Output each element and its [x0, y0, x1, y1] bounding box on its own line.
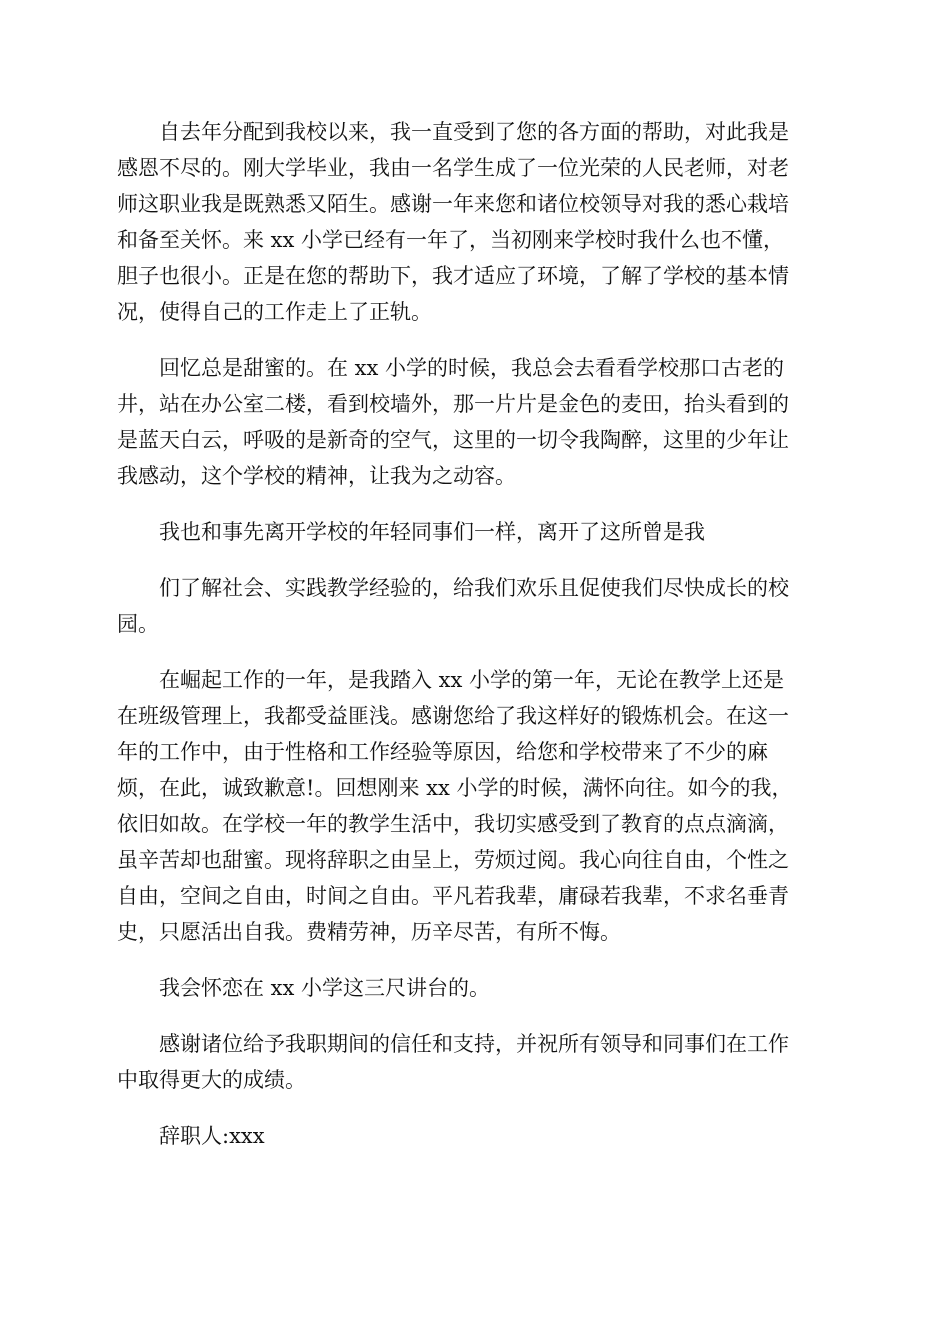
text-line: 在崛起工作的一年，是我踏入 xx 小学的第一年，无论在教学上还是 — [159, 668, 785, 692]
letter-body — [117, 114, 835, 1154]
text-line: 史，只愿活出自我。费精劳神，历辛尽苦，有所不悔。 — [117, 920, 621, 944]
text-line: 年的工作中，由于性格和工作经验等原因，给您和学校带来了不少的麻 — [117, 740, 768, 764]
text-line: 在班级管理上，我都受益匪浅。感谢您给了我这样好的锻炼机会。在这一 — [117, 704, 789, 728]
text-line: 中取得更大的成绩。 — [117, 1068, 306, 1092]
text-line: 感谢诸位给予我职期间的信任和支持，并祝所有领导和同事们在工作 — [159, 1032, 789, 1056]
text-line: 们了解社会、实践教学经验的，给我们欢乐且促使我们尽快成长的校 — [159, 576, 789, 600]
text-line: 我会怀恋在 xx 小学这三尺讲台的。 — [159, 976, 491, 1000]
paragraph-3 — [117, 514, 835, 550]
text-line: 感恩不尽的。刚大学毕业，我由一名学生成了一位光荣的人民老师，对老 — [117, 156, 789, 180]
text-line: 师这职业我是既熟悉又陌生。感谢一年来您和诸位校领导对我的悉心栽培 — [117, 192, 789, 216]
paragraph-4 — [117, 570, 835, 642]
paragraph-1 — [117, 114, 835, 330]
paragraph-7 — [117, 1026, 835, 1098]
text-line: 我感动，这个学校的精神，让我为之动容。 — [117, 464, 516, 488]
paragraph-2 — [117, 350, 835, 494]
text-line: 自由，空间之自由，时间之自由。平凡若我辈，庸碌若我辈，不求名垂青 — [117, 884, 789, 908]
paragraph-6 — [117, 970, 835, 1006]
text-line: 我也和事先离开学校的年轻同事们一样，离开了这所曾是我 — [159, 520, 705, 544]
text-line: 回忆总是甜蜜的。在 xx 小学的时候，我总会去看看学校那口古老的 — [159, 356, 785, 380]
text-line: 园。 — [117, 612, 159, 636]
signature-text: 辞职人:xxx — [159, 1124, 265, 1148]
text-line: 烦，在此，诚致歉意!。回想刚来 xx 小学的时候，满怀向往。如今的我， — [117, 776, 793, 800]
text-line: 和备至关怀。来 xx 小学已经有一年了，当初刚来学校时我什么也不懂， — [117, 228, 785, 252]
text-line: 依旧如故。在学校一年的教学生活中，我切实感受到了教育的点点滴滴， — [117, 812, 789, 836]
text-line: 是蓝天白云，呼吸的是新奇的空气，这里的一切令我陶醉，这里的少年让 — [117, 428, 789, 452]
text-line: 况，使得自己的工作走上了正轨。 — [117, 300, 432, 324]
text-line: 井，站在办公室二楼，看到校墙外，那一片片是金色的麦田，抬头看到的 — [117, 392, 789, 416]
text-line: 胆子也很小。正是在您的帮助下，我才适应了环境，了解了学校的基本情 — [117, 264, 789, 288]
signature-line — [117, 1118, 835, 1154]
paragraph-5 — [117, 662, 835, 950]
text-line: 虽辛苦却也甜蜜。现将辞职之由呈上，劳烦过阅。我心向往自由，个性之 — [117, 848, 789, 872]
text-line: 自去年分配到我校以来，我一直受到了您的各方面的帮助，对此我是 — [159, 120, 789, 144]
